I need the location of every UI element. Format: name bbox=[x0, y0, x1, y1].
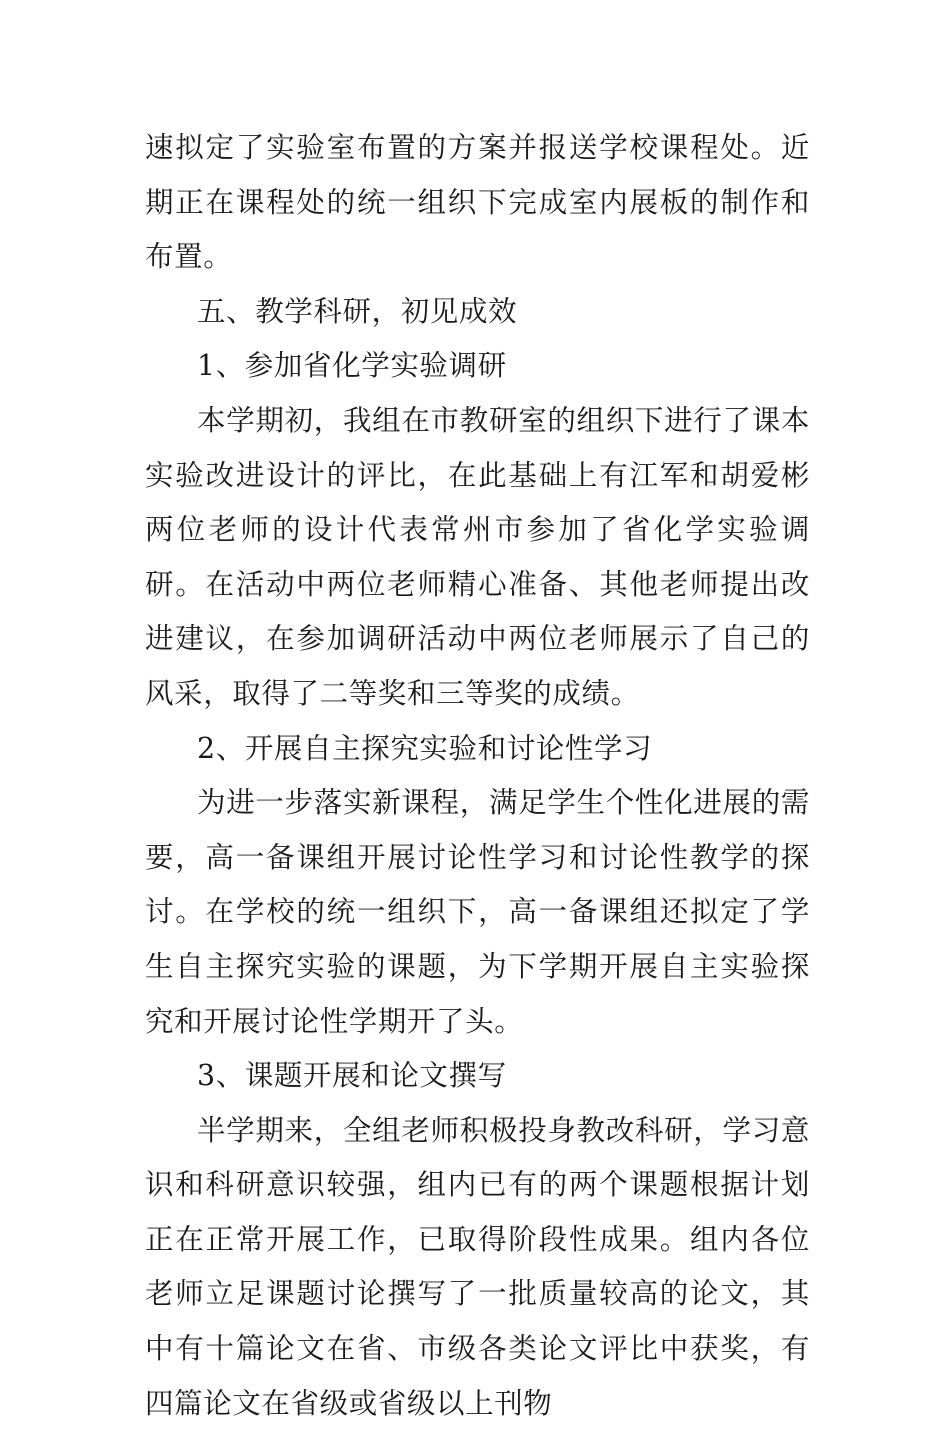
paragraph-continuation: 速拟定了实验室布置的方案并报送学校课程处。近期正在课程处的统一组织下完成室内展板的制作和布置。 bbox=[145, 131, 810, 274]
section-heading-5: 五、教学科研，初见成效 bbox=[197, 294, 518, 328]
paragraph-inquiry-learning: 为进一步落实新课程，满足学生个性化进展的需要，高一备课组开展讨论性学习和讨论性教学的探讨。在学校的统一组织下，高一备课组还拟定了学生自主探究实验的课题，为下学期开展自主实验探究和开展讨论性学期开了头。 bbox=[145, 786, 810, 1038]
subheading-1: 1、参加省化学实验调研 bbox=[197, 349, 507, 383]
paragraph-research-papers: 半学期来，全组老师积极投身教改科研，学习意识和科研意识较强，组内已有的两个课题根据计划正在正常开展工作，已取得阶段性成果。组内各位老师立足课题讨论撰写了一批质量较高的论文，其中有十篇论文在省、市级各类论文评比中获奖，有四篇论文在省级或省级以上刊物 bbox=[145, 1113, 810, 1420]
document-body bbox=[145, 121, 810, 1431]
subheading-3: 3、课题开展和论文撰写 bbox=[197, 1059, 507, 1093]
paragraph-experiment-survey: 本学期初，我组在市教研室的组织下进行了课本实验改进设计的评比，在此基础上有江军和胡爱彬两位老师的设计代表常州市参加了省化学实验调研。在活动中两位老师精心准备、其他老师提出改进建议，在参加调研活动中两位老师展示了自己的风采，取得了二等奖和三等奖的成绩。 bbox=[145, 403, 810, 710]
subheading-2: 2、开展自主探究实验和讨论性学习 bbox=[197, 731, 653, 765]
